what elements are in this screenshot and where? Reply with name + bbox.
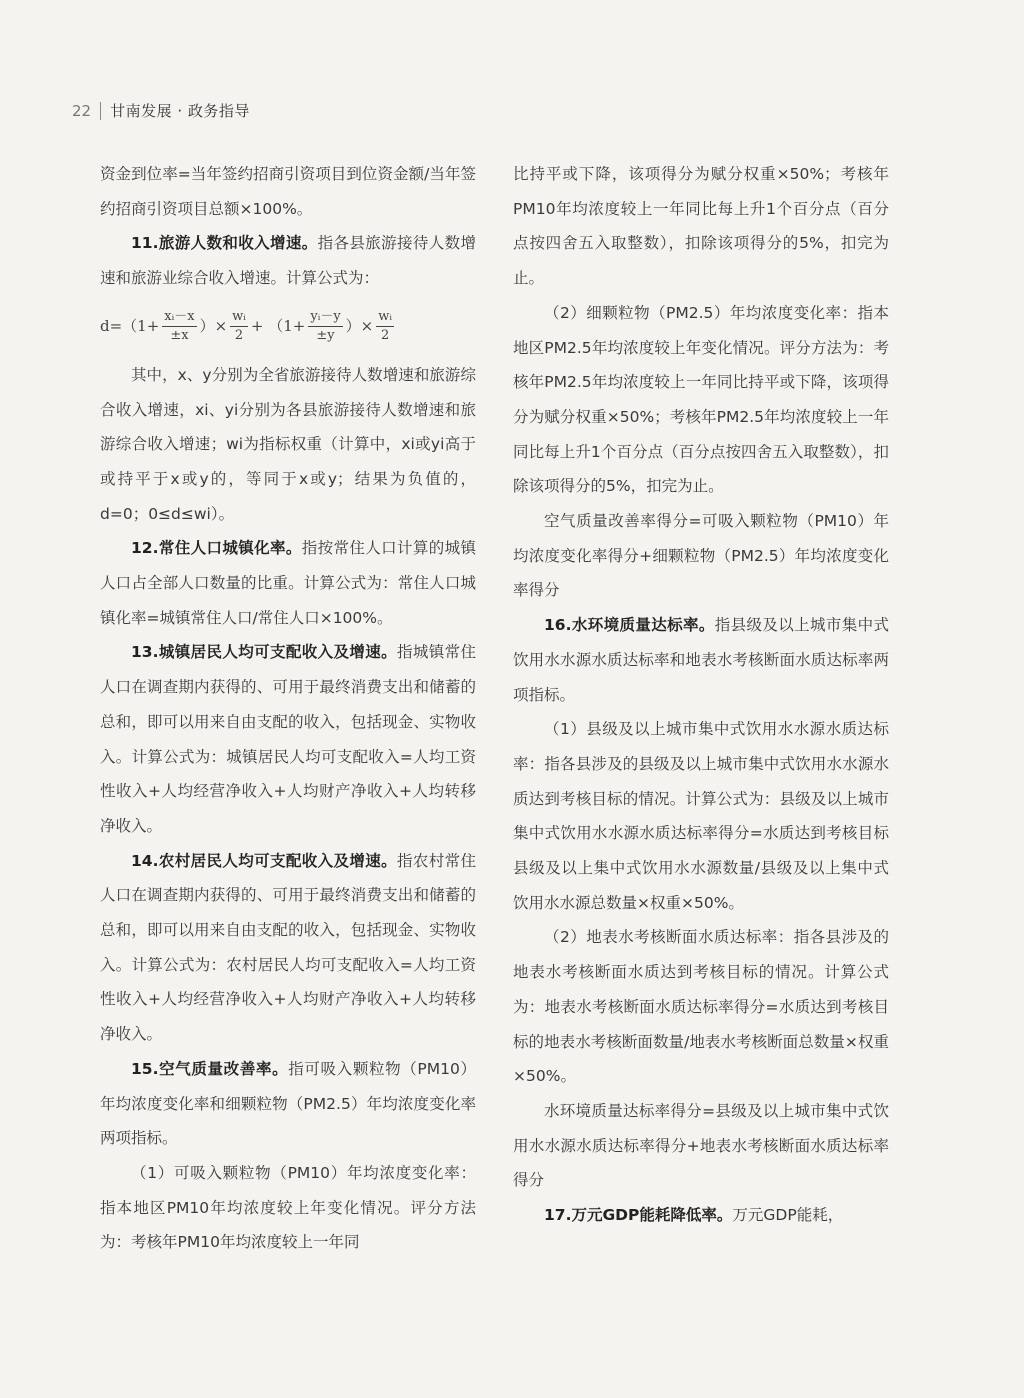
paragraph-text: 水环境质量达标率得分=县级及以上城市集中式饮用水水源水质达标率得分+地表水考核断面水质达标率得分 (513, 1101, 889, 1190)
paragraph (100, 358, 476, 532)
paragraph (100, 157, 476, 226)
paragraph-text: 指农村常住人口在调查期内获得的、可用于最终消费支出和储蓄的总和，即可以用来自由支配的收入，包括现金、实物收入。计算公式为：农村居民人均可支配收入=人均工资性收入+人均经营净收入+人均财产净收入+人均转移净收入。 (100, 851, 476, 1044)
paragraph-text: 比持平或下降，该项得分为赋分权重×50%；考核年PM10年均浓度较上一年同比每上升1个百分点（百分点按四舍五入取整数），扣除该项得分的5%，扣完为止。 (513, 165, 889, 288)
section-heading: 14.农村居民人均可支配收入及增速。 (131, 851, 397, 870)
paragraph (513, 920, 889, 1094)
paragraph-text: （1）县级及以上城市集中式饮用水水源水质达标率：指各县涉及的县级及以上城市集中式饮用水水源水质达到考核目标的情况。计算公式为：县级及以上城市集中式饮用水水源水质达标率得分=水质达到考核目标县级及以上集中式饮用水水源数量/县级及以上集中式饮用水水源总数量×权重×50%。 (513, 720, 889, 912)
formula-part: ）× (345, 317, 374, 336)
section-14 (100, 844, 476, 1052)
header-divider (100, 102, 101, 120)
paragraph (100, 1156, 476, 1260)
section-12 (100, 531, 476, 635)
formula-lhs: d= (100, 317, 123, 336)
paragraph-text: 指城镇常住人口在调查期内获得的、可用于最终消费支出和储蓄的总和，即可以用来自由支配的收入，包括现金、实物收入。计算公式为：城镇居民人均可支配收入=人均工资性收入+人均经营净收入+人均财产净收入+人均转移净收入。 (100, 643, 476, 835)
fraction-numerator: wᵢ (376, 308, 394, 327)
page-header (72, 100, 250, 121)
paragraph (513, 504, 889, 608)
formula-part: + （1+ (250, 317, 306, 336)
paragraph (513, 157, 889, 296)
paragraph-text: 指各县旅游接待人数增速和旅游业综合收入增速。计算公式为： (100, 234, 476, 288)
left-column (100, 157, 476, 1260)
fraction (162, 308, 196, 345)
paragraph-text: 指县级及以上城市集中式饮用水水源水质达标率和地表水考核断面水质达标率两项指标。 (513, 616, 889, 704)
fraction (230, 308, 248, 345)
fraction-numerator: wᵢ (230, 308, 248, 327)
section-heading: 15.空气质量改善率。 (131, 1059, 289, 1078)
fraction-denominator: 2 (380, 328, 390, 344)
paragraph-text: （2）细颗粒物（PM2.5）年均浓度变化率：指本地区PM2.5年均浓度较上年变化情况。评分方法为：考核年PM2.5年均浓度较上一年同比持平或下降，该项得分为赋分权重×50%；考核年PM2.5年均浓度较上一年同比每上升1个百分点（百分点按四舍五入取整数），扣除该项得分的5%，扣完为止。 (513, 303, 889, 496)
formula-part: ）× (199, 317, 228, 336)
formula-part: （1+ (122, 317, 160, 336)
paragraph-text: （2）地表水考核断面水质达标率：指各县涉及的地表水考核断面水质达到考核目标的情况。计算公式为：地表水考核断面水质达标率得分=水质达到考核目标的地表水考核断面数量/地表水考核断面总数量×权重×50%。 (513, 928, 889, 1086)
section-11 (100, 226, 476, 295)
page-number: 22 (72, 101, 92, 120)
fraction (308, 308, 342, 345)
paragraph (513, 712, 889, 920)
paragraph-text: 资金到位率=当年签约招商引资项目到位资金额/当年签约招商引资项目总额×100%。 (100, 165, 476, 218)
paragraph-text: （1）可吸入颗粒物（PM10）年均浓度变化率：指本地区PM10年均浓度较上年变化情况。评分方法为：考核年PM10年均浓度较上一年同 (100, 1163, 476, 1252)
paragraph-text: 其中，x、y分别为全省旅游接待人数增速和旅游综合收入增速，xi、yi分别为各县旅游接待人数增速和旅游综合收入增速；wi为指标权重（计算中，xi或yi高于或持平于x或y的，等同于x或y；结果为负值的，d=0；0≤d≤wi）。 (100, 365, 476, 523)
fraction-numerator: yᵢ－y (308, 308, 342, 327)
section-17 (513, 1198, 889, 1233)
section-16 (513, 608, 889, 712)
fraction-denominator: 2 (234, 328, 244, 344)
publication-title: 甘南发展 · 政务指导 (110, 102, 250, 120)
section-heading: 17.万元GDP能耗降低率。 (544, 1206, 733, 1225)
section-13 (100, 635, 476, 843)
section-15 (100, 1052, 476, 1156)
paragraph (513, 296, 889, 504)
section-heading: 11.旅游人数和收入增速。 (131, 234, 318, 253)
section-heading: 16.水环境质量达标率。 (544, 616, 715, 635)
section-heading: 13.城镇居民人均可支配收入及增速。 (131, 643, 397, 662)
paragraph-text: 空气质量改善率得分=可吸入颗粒物（PM10）年均浓度变化率得分+细颗粒物（PM2.5）年均浓度变化率得分 (513, 512, 889, 600)
fraction-numerator: xᵢ－x (162, 308, 196, 327)
paragraph (513, 1094, 889, 1198)
paragraph-text: 指可吸入颗粒物（PM10）年均浓度变化率和细颗粒物（PM2.5）年均浓度变化率两项指标。 (100, 1059, 476, 1148)
fraction-denominator: ±x (170, 328, 189, 344)
section-heading: 12.常住人口城镇化率。 (131, 539, 302, 558)
paragraph-text: 万元GDP能耗， (732, 1206, 844, 1225)
right-column (513, 157, 889, 1233)
fraction-denominator: ±y (316, 328, 335, 344)
fraction (376, 308, 394, 345)
paragraph-text: 指按常住人口计算的城镇人口占全部人口数量的比重。计算公式为：常住人口城镇化率=城镇常住人口/常住人口×100%。 (100, 539, 476, 627)
tourism-formula (100, 296, 476, 358)
